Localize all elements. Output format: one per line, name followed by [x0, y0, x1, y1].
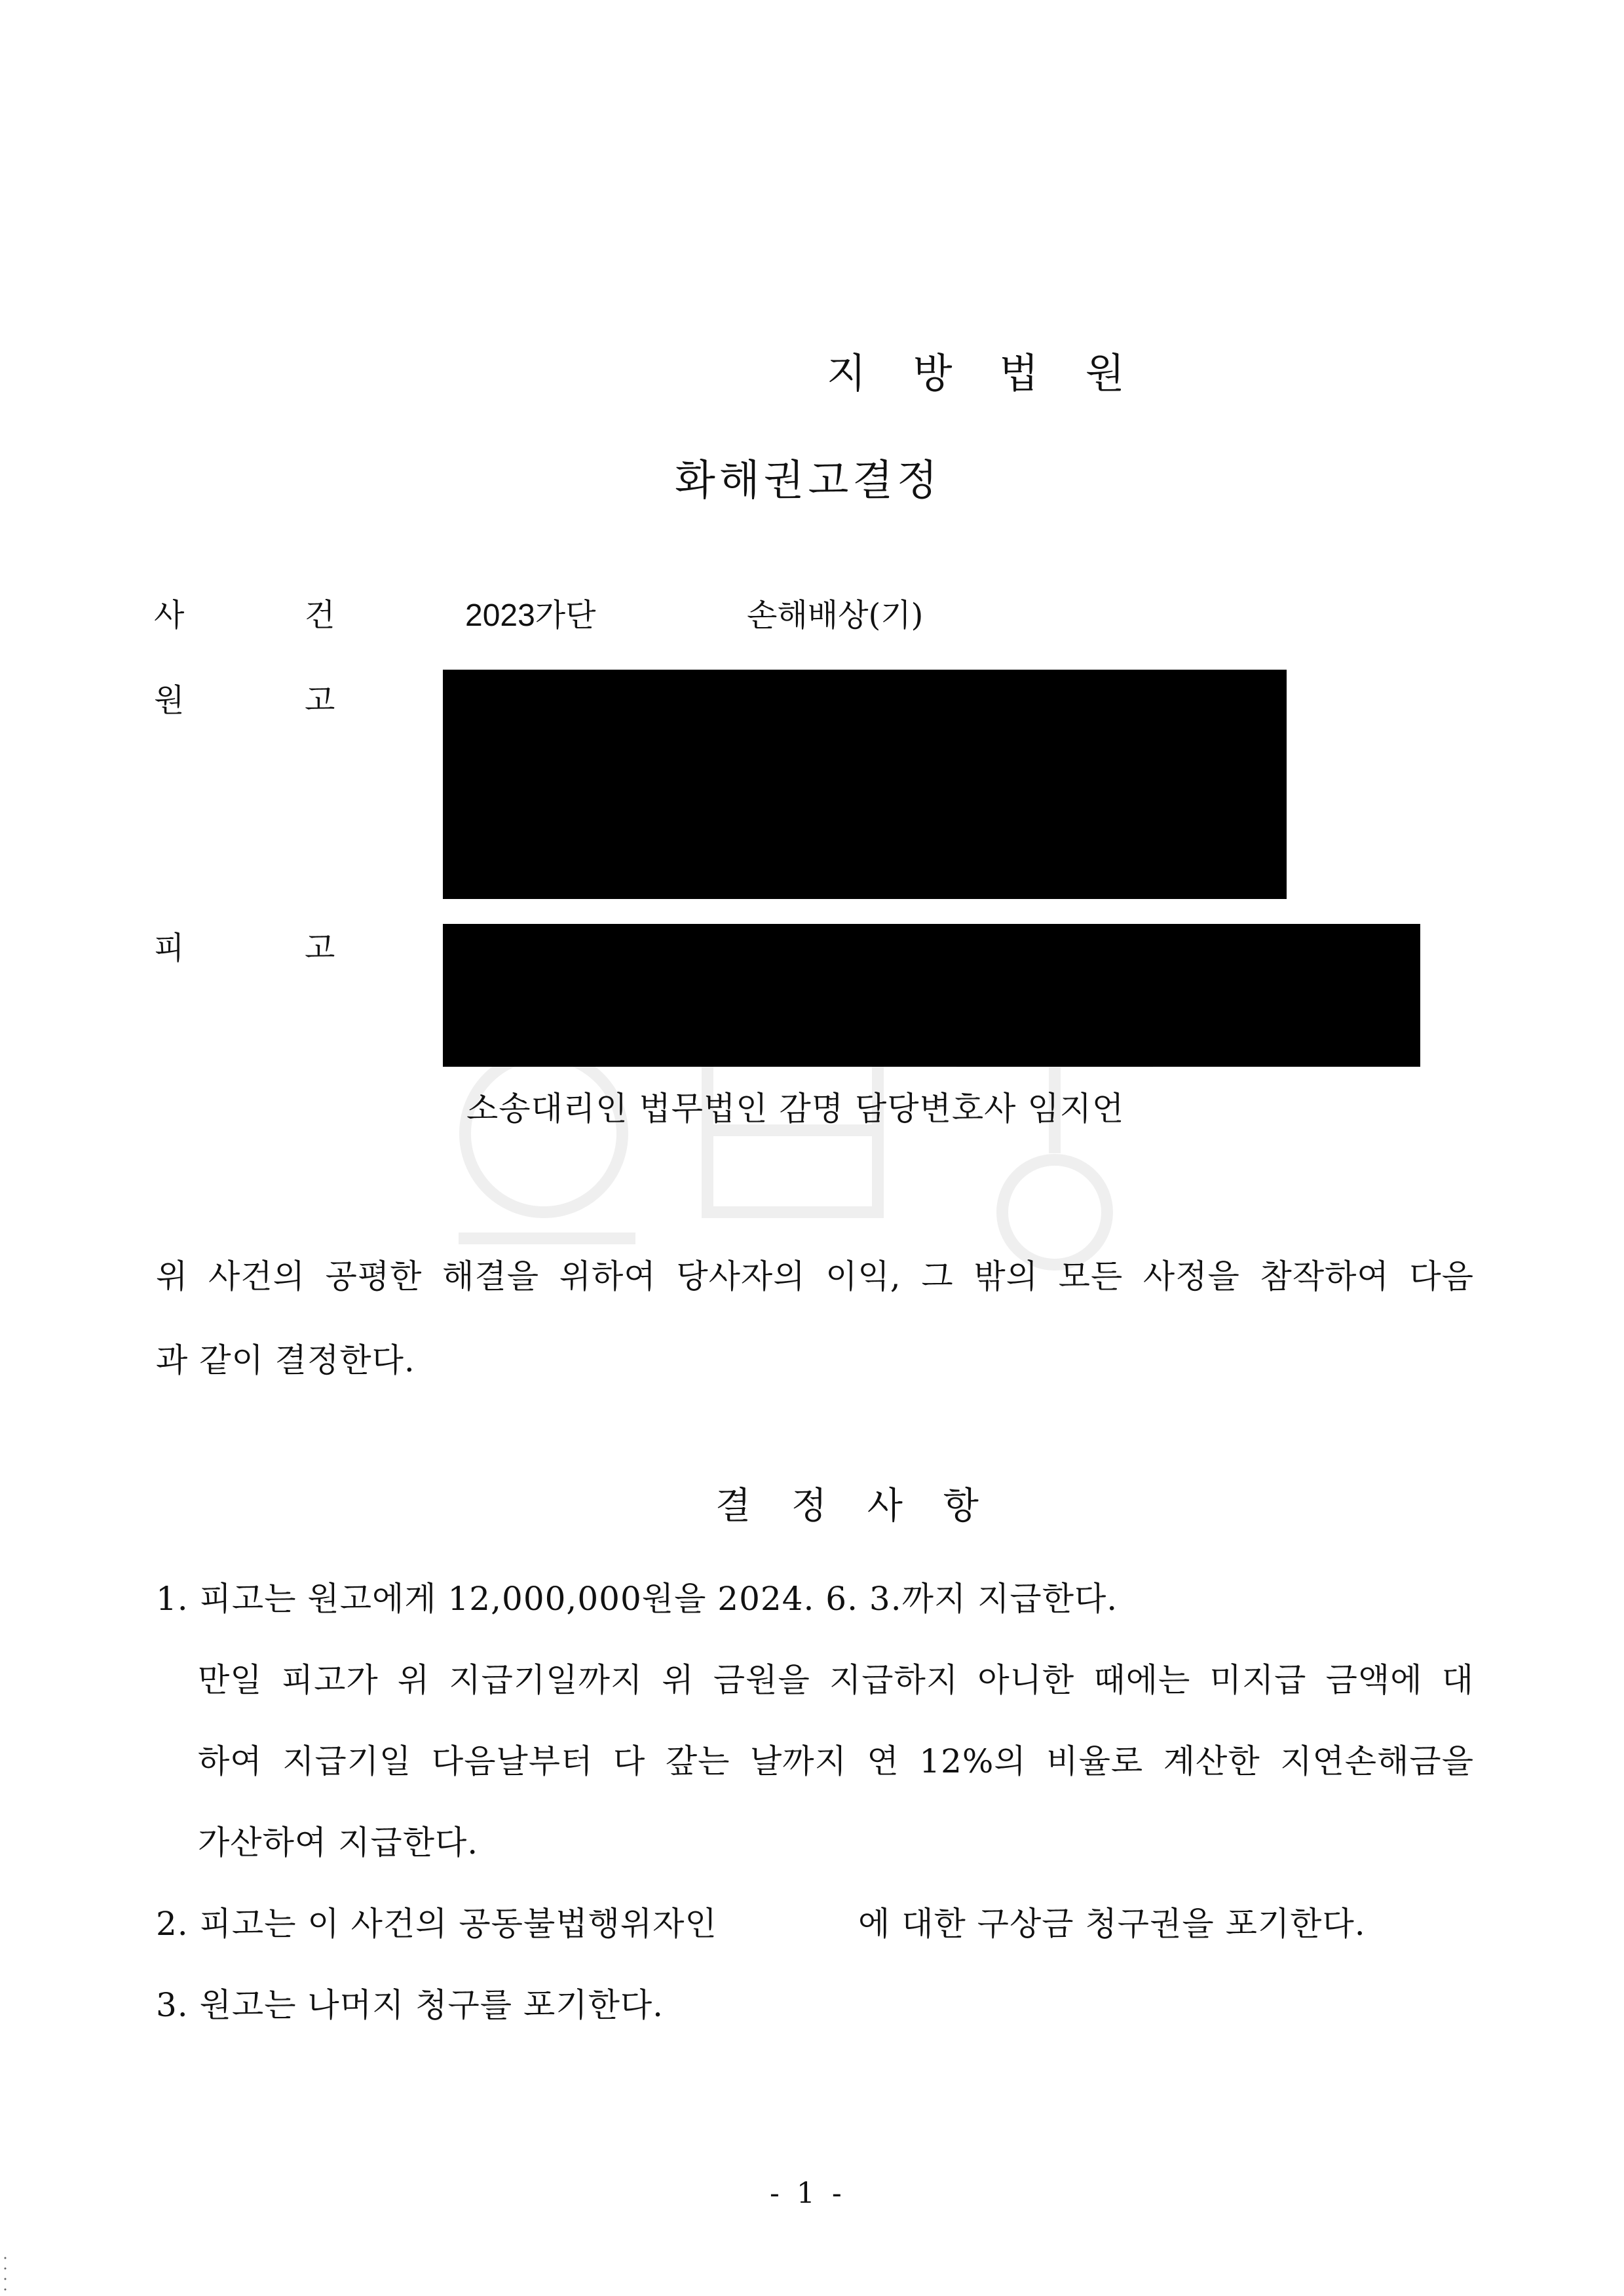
document-title: 화해권고결정	[675, 457, 941, 505]
case-label-char-1: 사	[154, 597, 185, 634]
intro-line-1: 위 사건의 공평한 해결을 위하여 당사자의 이익, 그 밖의 모든 사정을 참작하여 다음	[156, 1257, 1474, 1295]
plaintiff-redaction	[443, 670, 1287, 899]
decision-item-2-line-1a: 2. 피고는 이 사건의 공동불법행위자인	[156, 1905, 717, 1943]
decision-item-2-line-1b: 에 대한 구상금 청구권을 포기한다.	[858, 1905, 1366, 1943]
case-number: 2023가단	[465, 598, 596, 633]
defendant-redaction	[443, 924, 1420, 1067]
page-number: - 1 -	[770, 2177, 846, 2210]
plaintiff-label-char-1: 원	[154, 682, 185, 719]
court-name: 지 방 법 원	[827, 349, 1142, 397]
decision-item-3-line-1: 3. 원고는 나머지 청구를 포기한다.	[156, 1986, 664, 2024]
edge-dots-decoration	[4, 2254, 7, 2293]
decision-item-1-line-2: 만일 피고가 위 지급기일까지 위 금원을 지급하지 아니한 때에는 미지급 금액에 대	[198, 1661, 1474, 1699]
defendant-label-char-1: 피	[154, 930, 185, 966]
decision-item-1-line-1: 1. 피고는 원고에게 12,000,000원을 2024. 6. 3.까지 지급한다.	[156, 1580, 1118, 1618]
decision-heading: 결 정 사 항	[715, 1485, 993, 1527]
intro-line-2: 과 같이 결정한다.	[156, 1341, 415, 1379]
decision-item-1-line-4: 가산하여 지급한다.	[198, 1824, 479, 1862]
defendant-counsel: 소송대리인 법무법인 감명 담당변호사 임지언	[466, 1090, 1125, 1128]
decision-item-1-line-3: 하여 지급기일 다음날부터 다 갚는 날까지 연 12%의 비율로 계산한 지연손해금을	[198, 1742, 1474, 1780]
case-label-char-2: 건	[305, 597, 335, 634]
plaintiff-label-char-2: 고	[305, 682, 335, 719]
defendant-label-char-2: 고	[305, 930, 335, 966]
case-type: 손해배상(기)	[747, 597, 924, 634]
